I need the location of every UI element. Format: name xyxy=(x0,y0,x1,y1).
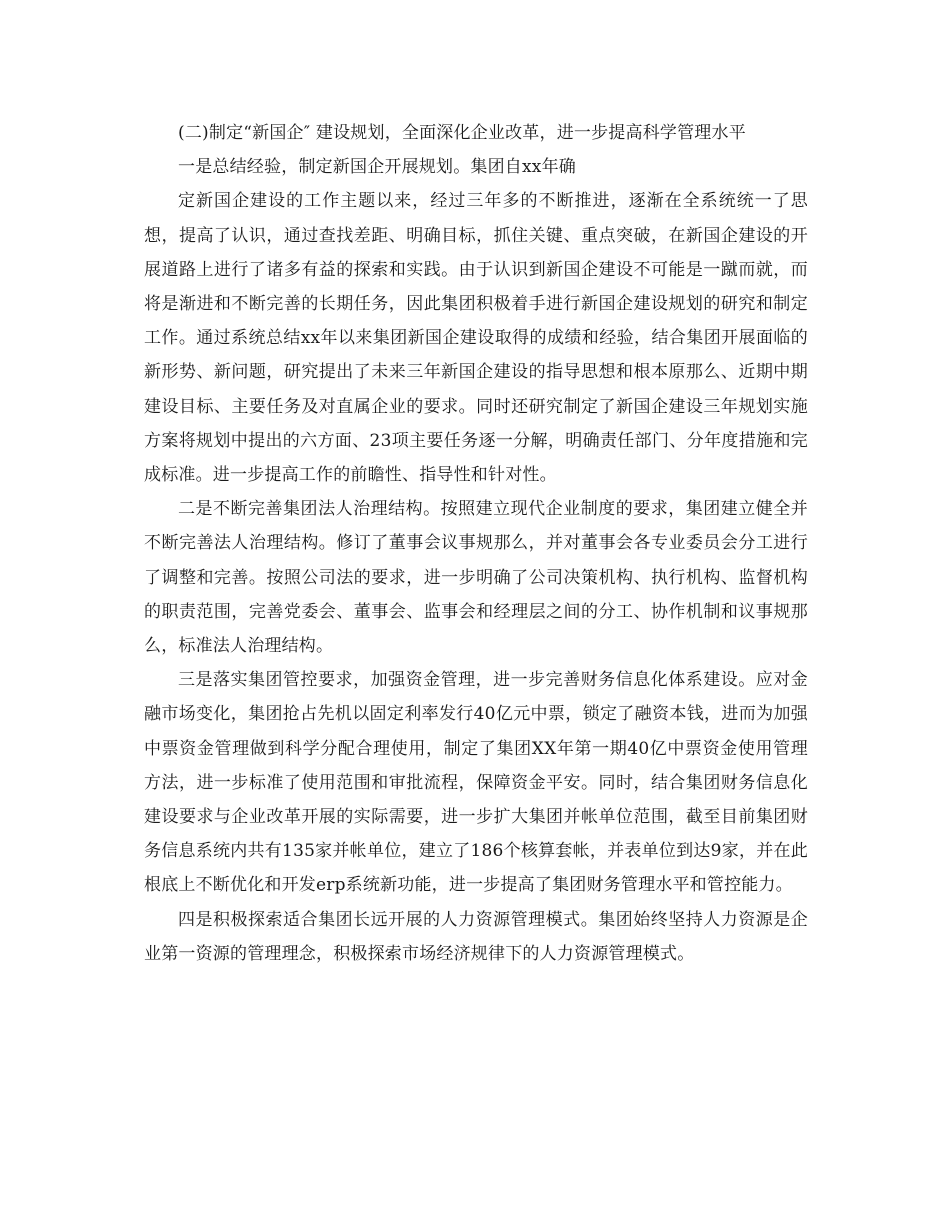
section-heading: (二)制定“新国企″ 建设规划，全面深化企业改革，进一步提高科学管理水平 xyxy=(178,123,746,143)
document-body xyxy=(144,116,808,971)
paragraph-governance: 二是不断完善集团法人治理结构。按照建立现代企业制度的要求，集团建立健全并不断完善法人治理结构。修订了董事会议事规那么，并对董事会各专业委员会分工进行了调整和完善。按照公司法的要求，进一步明确了公司决策机构、执行机构、监督机构的职责范围，完善党委会、董事会、监事会和经理层之间的分工、协作机制和议事规那么，标准法人治理结构。 xyxy=(144,499,808,657)
paragraph-summary-intro: 一是总结经验，制定新国企开展规划。集团自xx年确 xyxy=(178,157,576,178)
paragraph-summary: 定新国企建设的工作主题以来，经过三年多的不断推进，逐渐在全系统统一了思想，提高了认识，通过查找差距、明确目标，抓住关键、重点突破，在新国企建设的开展道路上进行了诸多有益的探索和实践。由于认识到新国企建设不可能是一蹴而就，而将是渐进和不断完善的长期任务，因此集团积极着手进行新国企建设规划的研究和制定工作。通过系统总结xx年以来集团新国企建设取得的成绩和经验，结合集团开展面临的新形势、新问题，研究提出了未来三年新国企建设的指导思想和根本原那么、近期中期建设目标、主要任务及对直属企业的要求。同时还研究制定了新国企建设三年规划实施方案将规划中提出的六方面、23项主要任务逐一分解，明确责任部门、分年度措施和完成标准。进一步提高工作的前瞻性、指导性和针对性。 xyxy=(144,191,808,486)
paragraph-hr: 四是积极探索适合集团长远开展的人力资源管理模式。集团始终坚持人力资源是企业第一资源的管理理念，积极探索市场经济规律下的人力资源管理模式。 xyxy=(144,909,808,964)
paragraph-finance: 三是落实集团管控要求，加强资金管理，进一步完善财务信息化体系建设。应对金融市场变化，集团抢占先机以固定利率发行40亿元中票，锁定了融资本钱，进而为加强中票资金管理做到科学分配合理使用，制定了集团XX年第一期40亿中票资金使用管理方法，进一步标准了使用范围和审批流程，保障资金平安。同时，结合集团财务信息化建设要求与企业改革开展的实际需要，进一步扩大集团并帐单位范围，截至目前集团财务信息系统内共有135家并帐单位，建立了186个核算套帐，并表单位到达9家，并在此根底上不断优化和开发erp系统新功能，进一步提高了集团财务管理水平和管控能力。 xyxy=(144,670,808,896)
